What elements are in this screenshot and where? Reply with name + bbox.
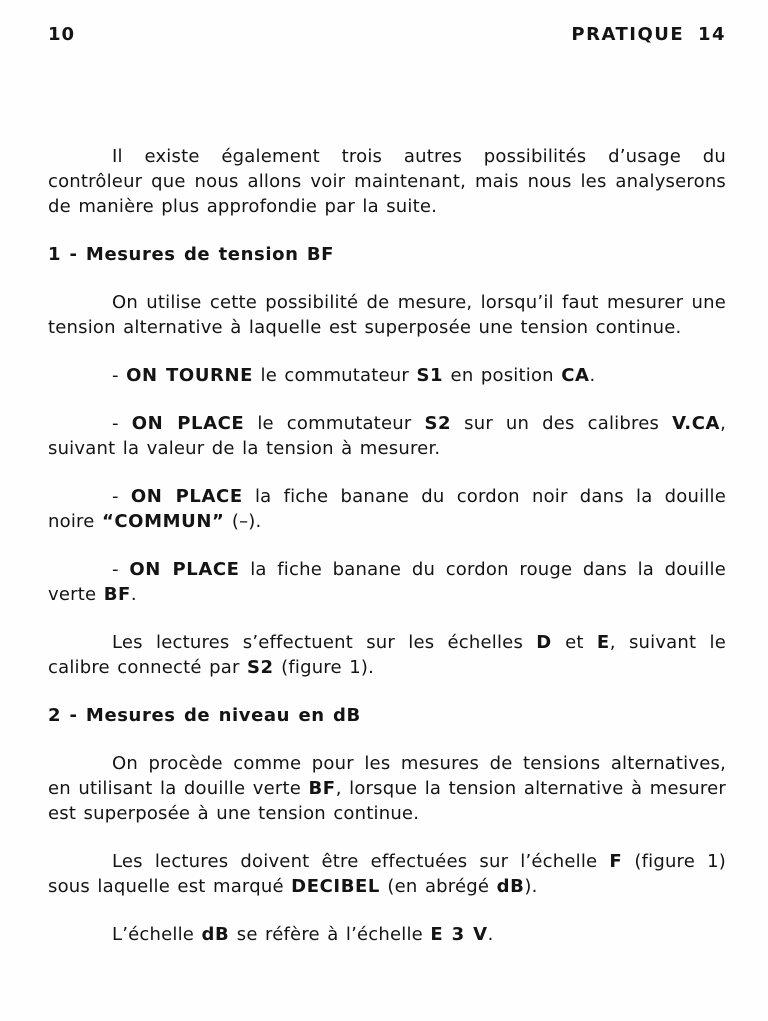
paragraph: - ON PLACE le commutateur S2 sur un des calibres V.CA, suivant la valeur de la tension à mesurer. [48, 413, 726, 459]
heading: 2 - Mesures de niveau en dB [48, 705, 361, 726]
paragraph: L’échelle dB se réfère à l’échelle E 3 V. [112, 924, 494, 945]
running-title: PRATIQUE 14 [571, 24, 726, 45]
paragraph: On procède comme pour les mesures de tensions alternatives, en utilisant la douille verte BF, lorsque la tension alternative à mesurer est superposée à une tension continue. [48, 753, 726, 824]
page-number: 10 [48, 24, 76, 45]
paragraph: - ON TOURNE le commutateur S1 en position CA. [112, 365, 596, 386]
paragraph: - ON PLACE la fiche banane du cordon noir dans la douille noire “COMMUN” (–). [48, 486, 726, 532]
page-header [48, 22, 726, 47]
paragraph: Les lectures doivent être effectuées sur l’échelle F (figure 1) sous laquelle est marqué DECIBEL (en abrégé dB). [48, 851, 726, 897]
paragraph: - ON PLACE la fiche banane du cordon rouge dans la douille verte BF. [48, 559, 726, 605]
heading: 1 - Mesures de tension BF [48, 244, 335, 265]
paragraph: Les lectures s’effectuent sur les échelles D et E, suivant le calibre connecté par S2 (figure 1). [48, 632, 726, 678]
paragraph: Il existe également trois autres possibilités d’usage du contrôleur que nous allons voir maintenant, mais nous les analyserons de manière plus approfondie par la suite. [48, 146, 726, 217]
paragraph: On utilise cette possibilité de mesure, lorsqu’il faut mesurer une tension alternative à laquelle est superposée une tension continue. [48, 292, 726, 338]
page-body [48, 144, 726, 947]
